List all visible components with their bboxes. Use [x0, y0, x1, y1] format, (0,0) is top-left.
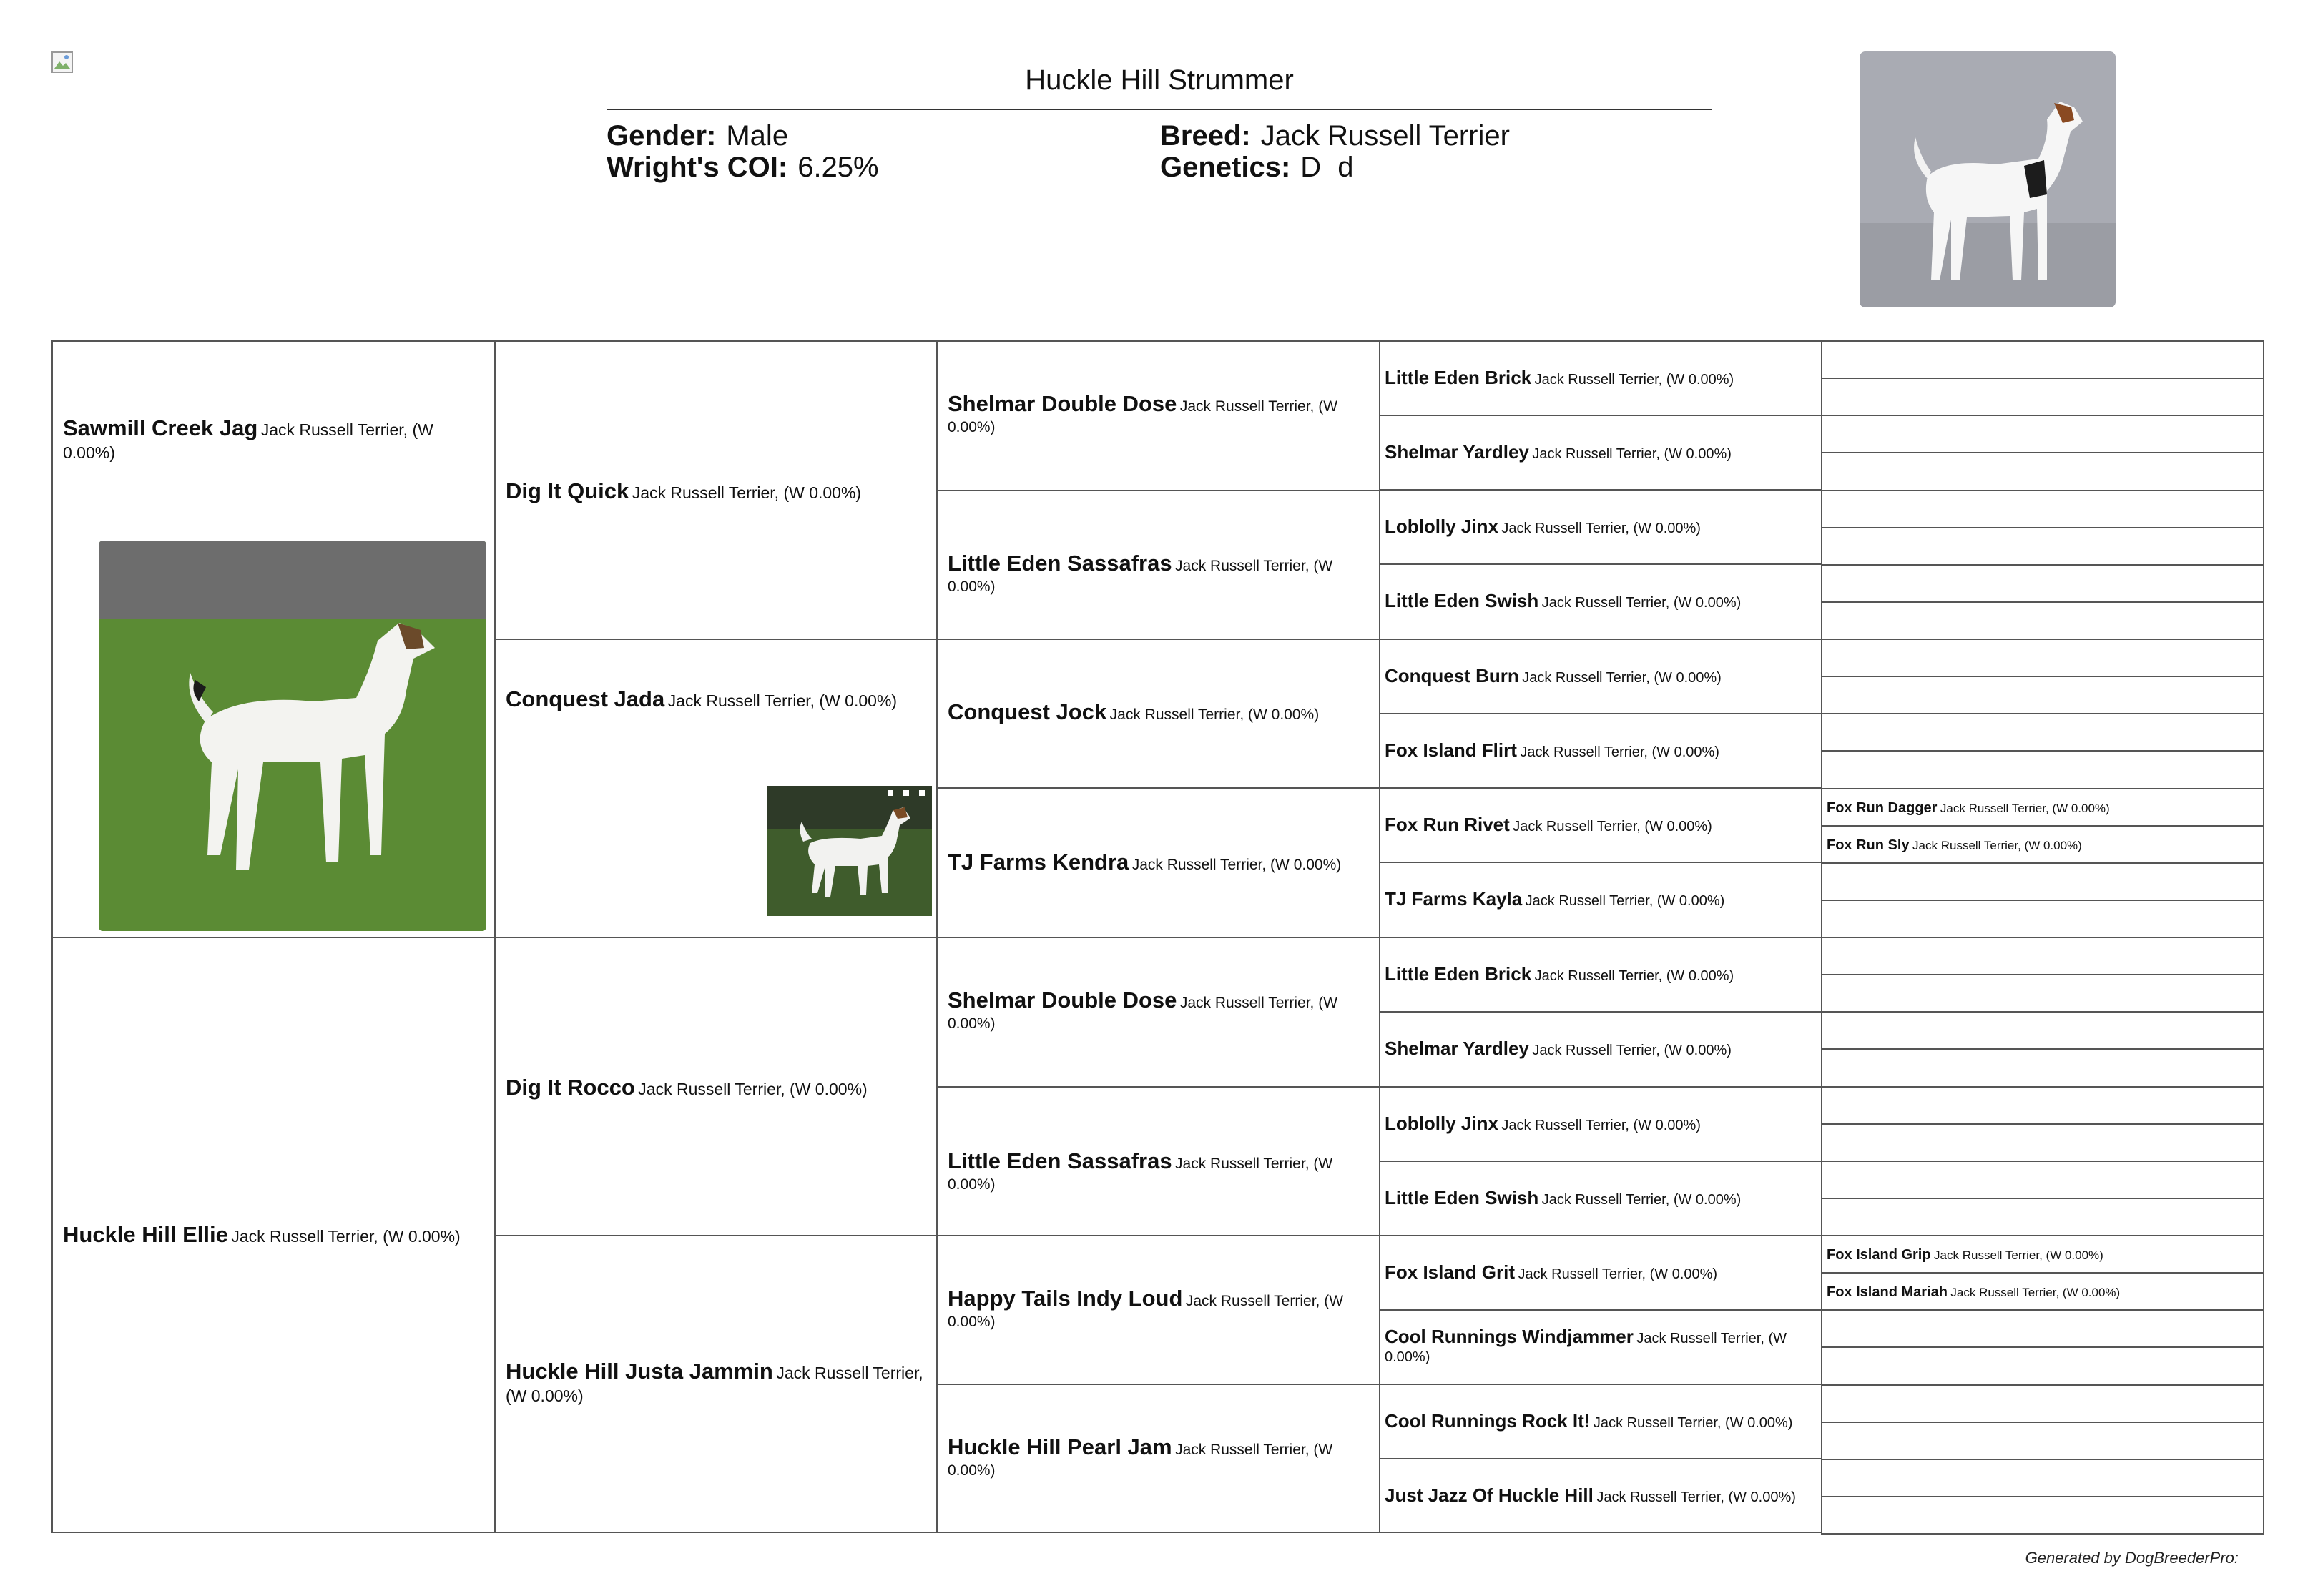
ancestor-detail: Jack Russell Terrier, (W 0.00%): [948, 398, 1338, 435]
genetics-row: [1160, 152, 1358, 184]
ancestor-cell-gen4[interactable]: [1379, 1161, 1822, 1236]
ancestor-cell-gen5[interactable]: [1821, 1123, 2264, 1162]
ancestor-cell-gen5[interactable]: [1821, 1235, 2264, 1274]
ancestor-detail: Jack Russell Terrier, (W 0.00%): [1541, 1192, 1742, 1208]
ancestor-detail: Jack Russell Terrier, (W 0.00%): [667, 691, 898, 710]
ancestor-detail: Jack Russell Terrier, (W 0.00%): [948, 558, 1333, 595]
gender-value: Male: [726, 120, 789, 152]
ancestor-detail: Jack Russell Terrier, (W 0.00%): [1518, 1266, 1718, 1282]
ancestor-name: Little Eden Brick: [1385, 963, 1532, 985]
ancestor-detail: Jack Russell Terrier, (W 0.00%): [1532, 1043, 1732, 1058]
sire-photo[interactable]: [99, 541, 486, 931]
ancestor-cell-gen4[interactable]: [1379, 1235, 1822, 1311]
ancestor-cell-gen5[interactable]: [1821, 1086, 2264, 1125]
breed-row: [1160, 120, 1510, 152]
ancestor-cell-gen5[interactable]: [1821, 564, 2264, 603]
ancestor-cell-gen5[interactable]: [1821, 1459, 2264, 1497]
ancestor-cell-gen5[interactable]: [1821, 415, 2264, 453]
coi-label: Wright's COI:: [607, 152, 788, 183]
ancestor-name: Conquest Jada: [506, 686, 665, 711]
ancestor-cell-gen5[interactable]: [1821, 750, 2264, 789]
ancestor-cell-gen5[interactable]: [1821, 974, 2264, 1013]
ancestor-detail: Jack Russell Terrier, (W 0.00%): [1501, 521, 1701, 536]
ancestor-cell-gen4[interactable]: [1379, 1309, 1822, 1385]
ancestor-name: Little Eden Sassafras: [948, 551, 1172, 576]
ancestor-cell-gen5[interactable]: [1821, 1011, 2264, 1050]
ancestor-cell-gen3[interactable]: [936, 787, 1380, 938]
ancestor-name: Dig It Quick: [506, 478, 629, 503]
ancestor-name: Fox Island Grit: [1385, 1261, 1516, 1283]
ancestor-cell-gen3[interactable]: [936, 639, 1380, 789]
ancestor-cell-gen5[interactable]: [1821, 1496, 2264, 1535]
sire-detail: Jack Russell Terrier, (W 0.00%): [63, 420, 433, 462]
ancestor-cell-gen4[interactable]: [1379, 1384, 1822, 1459]
ancestor-cell-gen2[interactable]: [494, 639, 938, 938]
ancestor-name: Huckle Hill Pearl Jam: [948, 1434, 1172, 1459]
ancestor-detail: Jack Russell Terrier, (W 0.00%): [1520, 744, 1719, 760]
ancestor-name: Huckle Hill Justa Jammin: [506, 1359, 773, 1384]
ancestor-cell-gen5[interactable]: [1821, 490, 2264, 528]
ancestor-cell-gen5[interactable]: [1821, 601, 2264, 640]
ancestor-cell-gen5[interactable]: [1821, 452, 2264, 491]
ancestor-cell-gen4[interactable]: [1379, 787, 1822, 863]
ancestor-name: Happy Tails Indy Loud: [948, 1286, 1183, 1311]
ancestor-name: TJ Farms Kayla: [1385, 888, 1523, 910]
ancestor-photo[interactable]: [767, 786, 932, 916]
gender-label: Gender:: [607, 120, 717, 152]
broken-logo-image-icon: [51, 51, 73, 73]
ancestor-cell-gen4[interactable]: [1379, 563, 1822, 640]
ancestor-detail: Jack Russell Terrier, (W 0.00%): [1525, 893, 1725, 909]
ancestor-detail: Jack Russell Terrier, (W 0.00%): [1934, 1248, 2103, 1262]
genetics-label: Genetics:: [1160, 152, 1291, 183]
ancestor-detail: Jack Russell Terrier, (W 0.00%): [1596, 1489, 1796, 1505]
ancestor-cell-gen4[interactable]: [1379, 713, 1822, 789]
ancestor-detail: Jack Russell Terrier, (W 0.00%): [1950, 1286, 2121, 1299]
ancestor-cell-gen4[interactable]: [1379, 1086, 1822, 1162]
ancestor-detail: Jack Russell Terrier, (W 0.00%): [948, 1442, 1333, 1479]
ancestor-cell-gen5[interactable]: [1821, 1309, 2264, 1348]
ancestor-cell-gen4[interactable]: [1379, 639, 1822, 714]
ancestor-cell-gen5[interactable]: [1821, 1198, 2264, 1236]
ancestor-name: Little Eden Sassafras: [948, 1148, 1172, 1173]
ancestor-name: Loblolly Jinx: [1385, 1113, 1498, 1134]
ancestor-name: Fox Island Flirt: [1385, 739, 1517, 761]
dam-cell[interactable]: [51, 937, 496, 1533]
ancestor-name: Fox Run Dagger: [1827, 800, 1938, 816]
ancestor-name: Conquest Jock: [948, 699, 1107, 724]
ancestor-name: Fox Run Sly: [1827, 837, 1910, 853]
ancestor-cell-gen5[interactable]: [1821, 639, 2264, 677]
ancestor-detail: Jack Russell Terrier, (W 0.00%): [1534, 968, 1734, 984]
ancestor-detail: Jack Russell Terrier, (W 0.00%): [948, 995, 1338, 1032]
ancestor-cell-gen5[interactable]: [1821, 937, 2264, 975]
ancestor-cell-gen5[interactable]: [1821, 713, 2264, 752]
ancestor-detail: Jack Russell Terrier, (W 0.00%): [632, 483, 862, 502]
ancestor-name: Little Eden Swish: [1385, 590, 1539, 611]
ancestor-cell-gen5[interactable]: [1821, 1272, 2264, 1311]
ancestor-cell-gen5[interactable]: [1821, 1161, 2264, 1199]
ancestor-detail: Jack Russell Terrier, (W 0.00%): [1385, 1331, 1787, 1365]
ancestor-name: Fox Island Mariah: [1827, 1284, 1948, 1300]
dam-detail: Jack Russell Terrier, (W 0.00%): [231, 1227, 461, 1246]
ancestor-cell-gen3[interactable]: [936, 1384, 1380, 1533]
ancestor-cell-gen2[interactable]: [494, 340, 938, 640]
ancestor-cell-gen3[interactable]: [936, 340, 1380, 491]
ancestor-cell-gen5[interactable]: [1821, 378, 2264, 416]
ancestor-name: Shelmar Double Dose: [948, 987, 1177, 1013]
footer-credit: Generated by DogBreederPro:: [2025, 1549, 2239, 1567]
ancestor-detail: Jack Russell Terrier, (W 0.00%): [1541, 595, 1742, 611]
ancestor-name: Little Eden Swish: [1385, 1187, 1539, 1208]
ancestor-detail: Jack Russell Terrier, (W 0.00%): [1593, 1415, 1793, 1431]
ancestor-name: Cool Runnings Rock It!: [1385, 1410, 1591, 1432]
ancestor-detail: Jack Russell Terrier, (W 0.00%): [948, 1156, 1333, 1193]
ancestor-cell-gen4[interactable]: [1379, 1458, 1822, 1533]
ancestor-name: Shelmar Yardley: [1385, 1038, 1529, 1059]
ancestor-detail: Jack Russell Terrier, (W 0.00%): [1522, 670, 1722, 686]
ancestor-cell-gen5[interactable]: [1821, 527, 2264, 566]
ancestor-cell-gen5[interactable]: [1821, 862, 2264, 901]
ancestor-cell-gen5[interactable]: [1821, 900, 2264, 938]
ancestor-name: Little Eden Brick: [1385, 367, 1532, 388]
ancestor-cell-gen5[interactable]: [1821, 1422, 2264, 1460]
ancestor-cell-gen5[interactable]: [1821, 340, 2264, 379]
title-divider: [607, 109, 1712, 110]
ancestor-cell-gen4[interactable]: [1379, 415, 1822, 491]
ancestor-name: Conquest Burn: [1385, 665, 1519, 686]
dam-name: Huckle Hill Ellie: [63, 1222, 228, 1247]
ancestor-detail: Jack Russell Terrier, (W 0.00%): [1131, 857, 1342, 873]
ancestor-detail: Jack Russell Terrier, (W 0.00%): [638, 1080, 868, 1098]
ancestor-cell-gen4[interactable]: [1379, 489, 1822, 565]
ancestor-cell-gen3[interactable]: [936, 490, 1380, 640]
ancestor-detail: Jack Russell Terrier, (W 0.00%): [1912, 839, 2082, 852]
coi-value: 6.25%: [797, 152, 879, 183]
ancestor-cell-gen5[interactable]: [1821, 676, 2264, 714]
ancestor-detail: Jack Russell Terrier, (W 0.00%): [1501, 1118, 1701, 1133]
ancestor-cell-gen5[interactable]: [1821, 1384, 2264, 1423]
ancestor-cell-gen3[interactable]: [936, 937, 1380, 1088]
pedigree-chart: [51, 340, 2264, 1533]
ancestor-detail: Jack Russell Terrier, (W 0.00%): [1513, 819, 1712, 834]
ancestor-name: Shelmar Double Dose: [948, 391, 1177, 416]
ancestor-name: Cool Runnings Windjammer: [1385, 1326, 1634, 1347]
ancestor-detail: Jack Russell Terrier, (W 0.00%): [1532, 446, 1732, 462]
ancestor-cell-gen5[interactable]: [1821, 788, 2264, 827]
ancestor-cell-gen4[interactable]: [1379, 1011, 1822, 1088]
sire-name: Sawmill Creek Jag: [63, 415, 258, 440]
sire-cell[interactable]: [51, 340, 496, 938]
genetics-value: D d: [1300, 152, 1358, 183]
breed-label: Breed:: [1160, 120, 1251, 152]
dog-name-title: Huckle Hill Strummer: [1025, 64, 1294, 96]
ancestor-cell-gen5[interactable]: [1821, 825, 2264, 864]
breed-value: Jack Russell Terrier: [1260, 120, 1510, 152]
ancestor-cell-gen5[interactable]: [1821, 1346, 2264, 1386]
ancestor-name: TJ Farms Kendra: [948, 849, 1129, 875]
gender-row: [607, 120, 788, 152]
ancestor-cell-gen4[interactable]: [1379, 340, 1822, 416]
main-dog-photo[interactable]: [1860, 51, 2116, 307]
ancestor-detail: Jack Russell Terrier, (W 0.00%): [506, 1364, 923, 1405]
coi-row: [607, 152, 879, 184]
ancestor-cell-gen3[interactable]: [936, 1235, 1380, 1385]
ancestor-name: Loblolly Jinx: [1385, 516, 1498, 537]
ancestor-cell-gen3[interactable]: [936, 1086, 1380, 1236]
ancestor-cell-gen5[interactable]: [1821, 1048, 2264, 1088]
ancestor-cell-gen4[interactable]: [1379, 862, 1822, 938]
ancestor-name: Fox Run Rivet: [1385, 814, 1510, 835]
ancestor-cell-gen2[interactable]: [494, 1235, 938, 1533]
ancestor-cell-gen2[interactable]: [494, 937, 938, 1236]
ancestor-cell-gen4[interactable]: [1379, 937, 1822, 1013]
ancestor-detail: Jack Russell Terrier, (W 0.00%): [1940, 802, 2110, 815]
ancestor-name: Shelmar Yardley: [1385, 441, 1529, 463]
ancestor-name: Just Jazz Of Huckle Hill: [1385, 1484, 1594, 1506]
ancestor-name: Fox Island Grip: [1827, 1247, 1931, 1263]
ancestor-detail: Jack Russell Terrier, (W 0.00%): [1109, 706, 1320, 723]
ancestor-detail: Jack Russell Terrier, (W 0.00%): [948, 1293, 1344, 1330]
ancestor-name: Dig It Rocco: [506, 1075, 635, 1100]
ancestor-detail: Jack Russell Terrier, (W 0.00%): [1534, 372, 1734, 388]
